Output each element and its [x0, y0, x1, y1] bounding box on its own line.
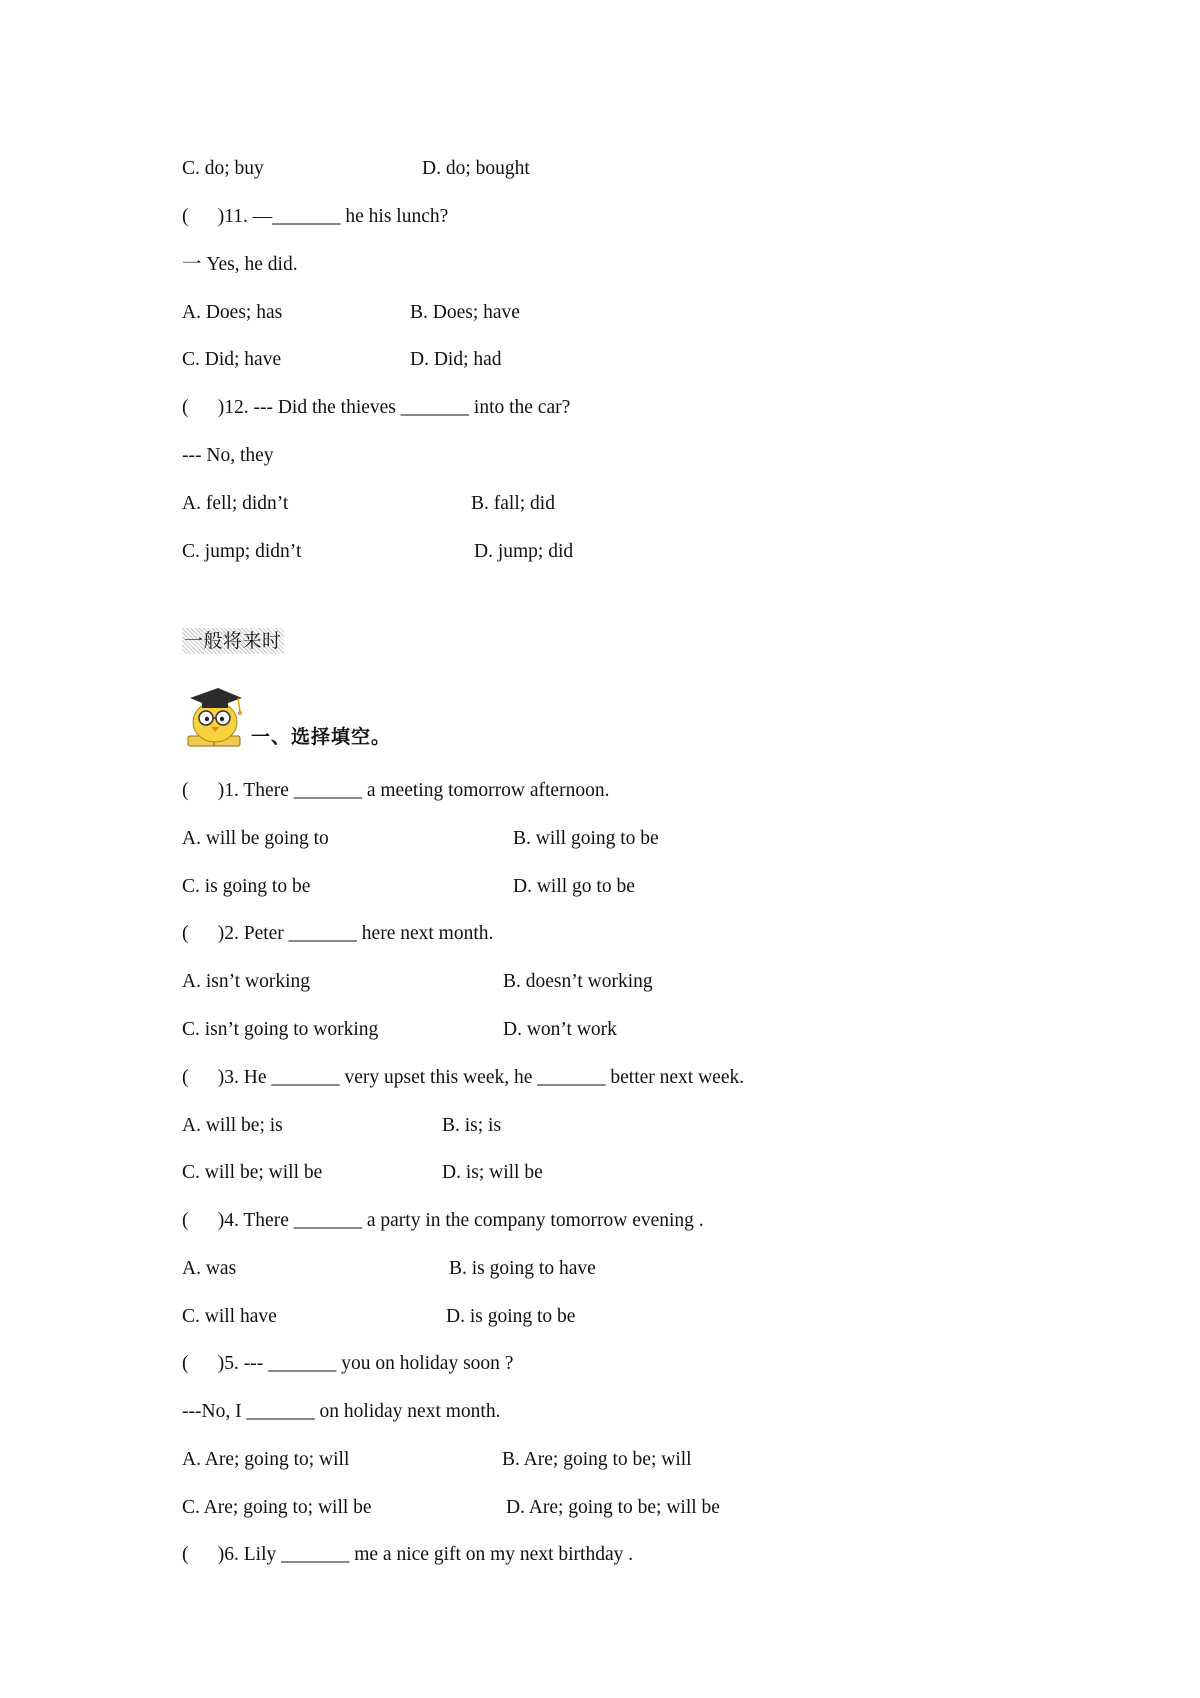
q1-option-b: B. will going to be	[513, 828, 659, 849]
q2-stem: ( )2. Peter _______ here next month.	[182, 923, 494, 944]
q6-stem: ( )6. Lily _______ me a nice gift on my next birthday .	[182, 1544, 634, 1565]
q5-option-a: A. Are; going to; will	[182, 1449, 350, 1470]
q12-option-d: D. jump; did	[474, 541, 574, 562]
q1-option-a: A. will be going to	[182, 828, 329, 849]
q12-option-c: C. jump; didn’t	[182, 541, 302, 562]
q3-option-d: D. is; will be	[442, 1162, 543, 1183]
q12-reply: --- No, they	[182, 445, 274, 466]
q4-stem: ( )4. There _______ a party in the company tomorrow evening .	[182, 1210, 704, 1231]
q1-stem: ( )1. There _______ a meeting tomorrow afternoon.	[182, 780, 610, 801]
q5-stem: ( )5. --- _______ you on holiday soon ?	[182, 1353, 514, 1374]
q12-option-b: B. fall; did	[471, 493, 555, 514]
scholar-chick-icon	[182, 676, 248, 750]
q5-option-d: D. Are; going to be; will be	[506, 1497, 720, 1518]
q11-reply: 一 Yes, he did.	[182, 254, 298, 275]
q3-option-a: A. will be; is	[182, 1115, 283, 1136]
q3-option-b: B. is; is	[442, 1115, 502, 1136]
q2-option-c: C. isn’t going to working	[182, 1019, 379, 1040]
q12-option-a: A. fell; didn’t	[182, 493, 289, 514]
section-heading: 一般将来时	[184, 630, 282, 652]
q3-option-c: C. will be; will be	[182, 1162, 323, 1183]
q4-option-a: A. was	[182, 1258, 237, 1279]
q11-option-a: A. Does; has	[182, 302, 283, 323]
q2-option-d: D. won’t work	[503, 1019, 617, 1040]
q11-option-b: B. Does; have	[410, 302, 520, 323]
q5-option-b: B. Are; going to be; will	[502, 1449, 692, 1470]
q3-stem: ( )3. He _______ very upset this week, he _______ better next week.	[182, 1067, 745, 1088]
q4-option-b: B. is going to have	[449, 1258, 596, 1279]
section-title: 一、选择填空。	[251, 726, 392, 748]
q11-option-d: D. Did; had	[410, 349, 502, 370]
q5-option-c: C. Are; going to; will be	[182, 1497, 372, 1518]
q10-option-c: C. do; buy	[182, 158, 264, 179]
q11-stem: ( )11. —_______ he his lunch?	[182, 206, 449, 227]
q1-option-c: C. is going to be	[182, 876, 311, 897]
q4-option-d: D. is going to be	[446, 1306, 576, 1327]
q10-option-d: D. do; bought	[422, 158, 530, 179]
q2-option-b: B. doesn’t working	[503, 971, 653, 992]
q5-reply: ---No, I _______ on holiday next month.	[182, 1401, 501, 1422]
q4-option-c: C. will have	[182, 1306, 277, 1327]
q2-option-a: A. isn’t working	[182, 971, 311, 992]
q12-stem: ( )12. --- Did the thieves _______ into the car?	[182, 397, 571, 418]
q1-option-d: D. will go to be	[513, 876, 635, 897]
q11-option-c: C. Did; have	[182, 349, 282, 370]
